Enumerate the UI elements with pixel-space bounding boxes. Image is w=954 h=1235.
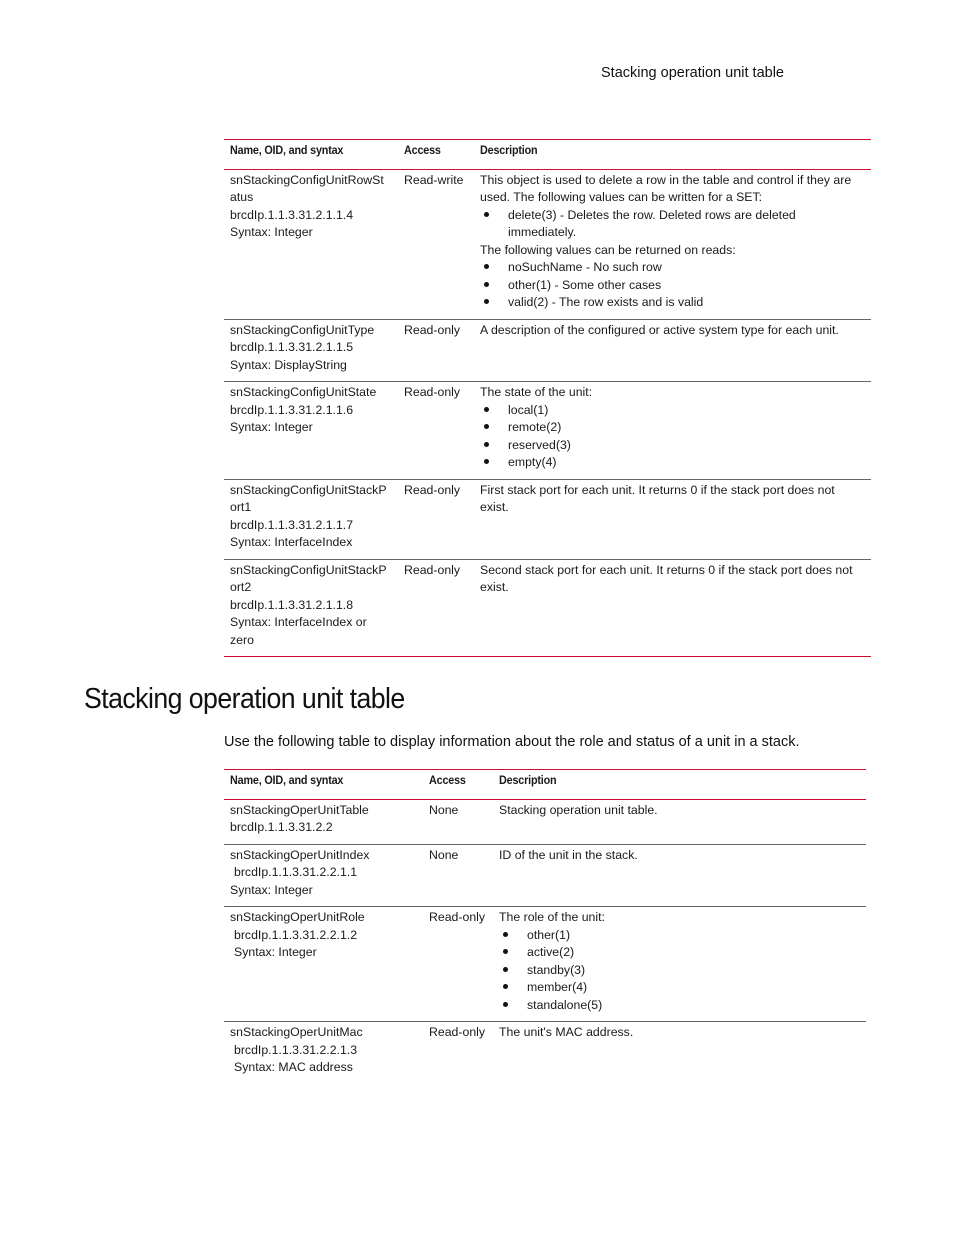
column-header-access: Access [398,140,474,170]
table-row [224,844,866,907]
running-header: Stacking operation unit table [601,65,784,81]
table-header-row [224,140,871,170]
list-item: active(2) [499,944,860,962]
column-header-name: Name, OID, and syntax [224,140,398,170]
list-item: other(1) [499,927,860,945]
object-name-cell: snStackingConfigUnitType brcdIp.1.1.3.31.2.1.1.5 Syntax: DisplayString [224,319,398,382]
table-row [224,382,871,480]
table-row [224,319,871,382]
oper-unit-table [224,769,866,1084]
access-cell: None [423,799,493,844]
object-name-cell: snStackingOperUnitRole brcdIp.1.1.3.31.2.2.1.2 Syntax: Integer [224,907,423,1022]
table-row [224,169,871,319]
list-item: noSuchName - No such row [480,259,865,277]
table-row [224,1022,866,1084]
list-item: delete(3) - Deletes the row. Deleted rows are deleted immediately. [480,207,865,242]
object-name-cell: snStackingConfigUnitState brcdIp.1.1.3.31.2.1.1.6 Syntax: Integer [224,382,398,480]
access-cell: Read-only [398,382,474,480]
description-cell: Second stack port for each unit. It returns 0 if the stack port does not exist. [474,559,871,657]
access-cell: Read-only [398,479,474,559]
list-item: other(1) - Some other cases [480,277,865,295]
bullet-list [499,927,860,1015]
column-header-name: Name, OID, and syntax [224,770,423,800]
description-cell: ID of the unit in the stack. [493,844,866,907]
access-cell: Read-write [398,169,474,319]
table-row [224,799,866,844]
section-intro: Use the following table to display information about the role and status of a unit in a stack. [224,734,800,750]
bullet-list [480,259,865,312]
access-cell: Read-only [423,907,493,1022]
column-header-description: Description [493,770,866,800]
access-cell: Read-only [398,559,474,657]
table-row [224,479,871,559]
description-cell: Stacking operation unit table. [493,799,866,844]
column-header-access: Access [423,770,493,800]
description-cell: First stack port for each unit. It returns 0 if the stack port does not exist. [474,479,871,559]
list-item: remote(2) [480,419,865,437]
access-cell: None [423,844,493,907]
list-item: empty(4) [480,454,865,472]
list-item: standby(3) [499,962,860,980]
access-cell: Read-only [429,1025,486,1039]
object-name-cell: snStackingOperUnitTable brcdIp.1.1.3.31.2.2 [224,799,423,844]
access-cell: Read-only [398,319,474,382]
column-header-description: Description [474,140,871,170]
description-cell: The role of the unit: other(1) active(2) standby(3) member(4) standalone(5) [493,907,866,1022]
object-name-cell: snStackingOperUnitIndex brcdIp.1.1.3.31.2.2.1.1 Syntax: Integer [224,844,423,907]
description-cell: This object is used to delete a row in the table and control if they are used. The following values can be written for a SET: delete(3) - Deletes the row. Deleted rows are deleted immediately. The following values can be returned on reads: noSuchName - No such row other(1) - Some other cases valid(2) - The row exists and is valid [474,169,871,319]
list-item: member(4) [499,979,860,997]
list-item: valid(2) - The row exists and is valid [480,294,865,312]
table-header-row [224,770,866,800]
description-cell: A description of the configured or active system type for each unit. [474,319,871,382]
description-cell: The state of the unit: local(1) remote(2) reserved(3) empty(4) [474,382,871,480]
list-item: standalone(5) [499,997,860,1015]
object-name-cell: snStackingConfigUnitStackP ort1 brcdIp.1.1.3.31.2.1.1.7 Syntax: InterfaceIndex [224,479,398,559]
table-row [224,559,871,657]
bullet-list [480,207,865,242]
list-item: local(1) [480,402,865,420]
description-cell: The unit's MAC address. [499,1025,634,1039]
bullet-list [480,402,865,472]
section-title: Stacking operation unit table [84,683,405,715]
object-name-cell: snStackingOperUnitMac brcdIp.1.1.3.31.2.2.1.3 Syntax: MAC address [230,1025,363,1074]
config-unit-table [224,139,871,657]
object-name-cell: snStackingConfigUnitRowSt atus brcdIp.1.1.3.31.2.1.1.4 Syntax: Integer [224,169,398,319]
table-row [224,907,866,1022]
object-name-cell: snStackingConfigUnitStackP ort2 brcdIp.1.1.3.31.2.1.1.8 Syntax: InterfaceIndex or zero [224,559,398,657]
list-item: reserved(3) [480,437,865,455]
